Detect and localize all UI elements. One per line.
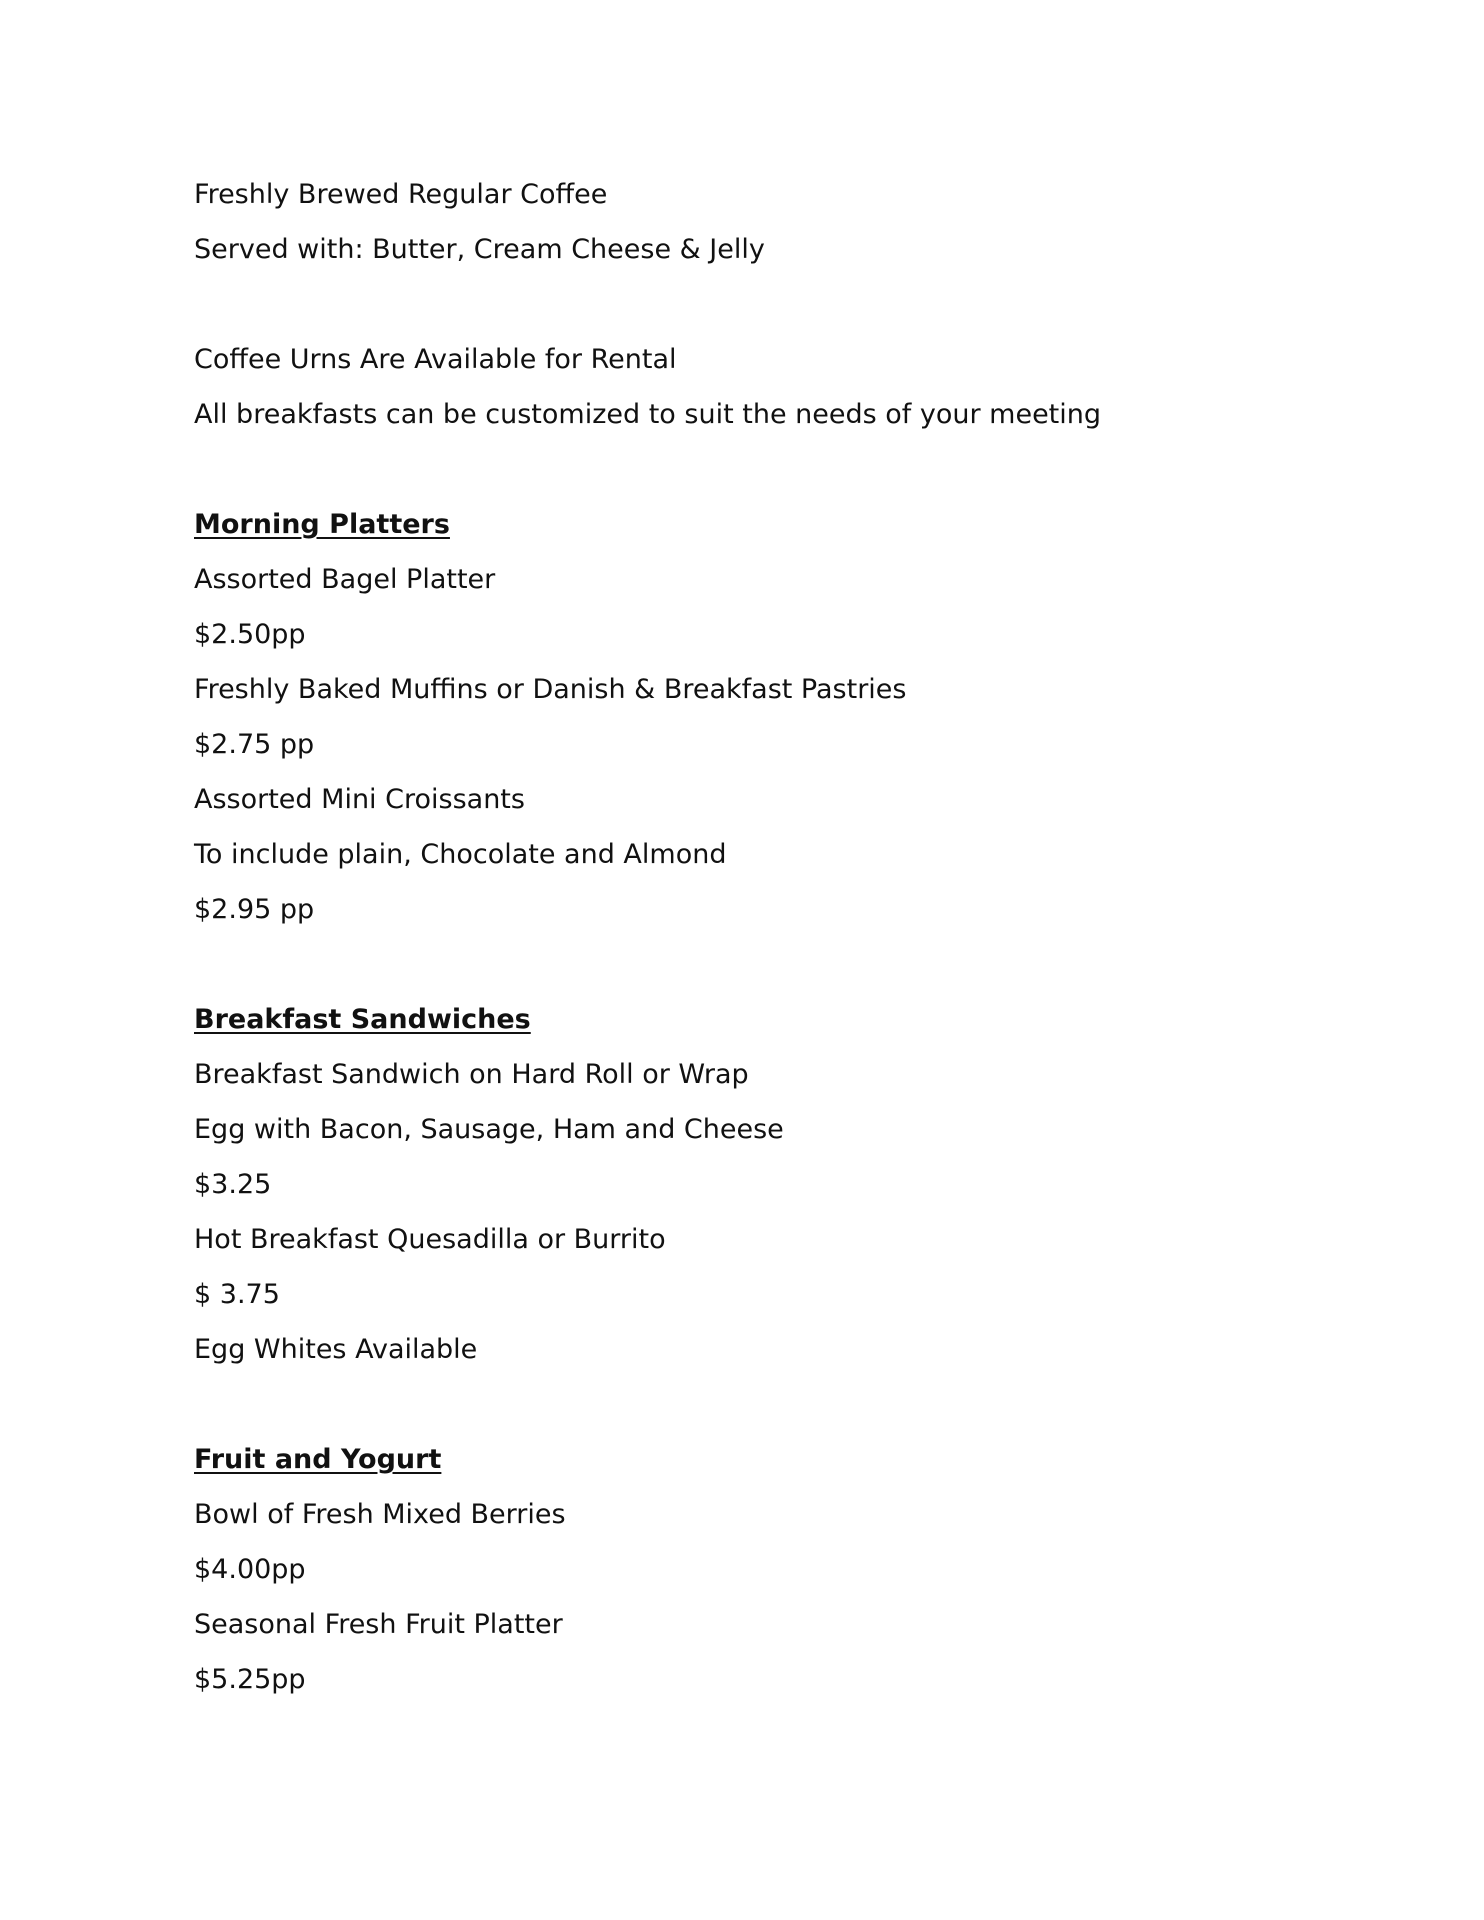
intro-line-served-with: Served with: Butter, Cream Cheese & Jelly: [194, 234, 765, 265]
menu-item-price: $3.25: [194, 1169, 272, 1200]
menu-item-price: $4.00pp: [194, 1554, 306, 1585]
menu-item-price: $2.75 pp: [194, 729, 315, 760]
menu-item-name: Breakfast Sandwich on Hard Roll or Wrap: [194, 1059, 749, 1090]
section-heading-fruit-and-yogurt: Fruit and Yogurt: [194, 1444, 442, 1475]
menu-item-note: Egg Whites Available: [194, 1334, 478, 1365]
note-customization: All breakfasts can be customized to suit the needs of your meeting: [194, 399, 1102, 430]
menu-item-name: Assorted Mini Croissants: [194, 784, 525, 815]
menu-item-name: Bowl of Fresh Mixed Berries: [194, 1499, 566, 1530]
note-coffee-urns: Coffee Urns Are Available for Rental: [194, 344, 677, 375]
intro-line-coffee: Freshly Brewed Regular Coffee: [194, 179, 608, 210]
menu-item-name: Seasonal Fresh Fruit Platter: [194, 1609, 563, 1640]
section-heading-breakfast-sandwiches: Breakfast Sandwiches: [194, 1004, 531, 1035]
section-heading-morning-platters: Morning Platters: [194, 509, 450, 540]
menu-item-name: Hot Breakfast Quesadilla or Burrito: [194, 1224, 666, 1255]
menu-item-name: Freshly Baked Muffins or Danish & Breakfast Pastries: [194, 674, 907, 705]
menu-item-price: $ 3.75: [194, 1279, 280, 1310]
menu-item-price: $5.25pp: [194, 1664, 306, 1695]
menu-item-description: To include plain, Chocolate and Almond: [194, 839, 727, 870]
menu-item-price: $2.95 pp: [194, 894, 315, 925]
menu-item-price: $2.50pp: [194, 619, 306, 650]
menu-item-description: Egg with Bacon, Sausage, Ham and Cheese: [194, 1114, 784, 1145]
menu-item-name: Assorted Bagel Platter: [194, 564, 496, 595]
